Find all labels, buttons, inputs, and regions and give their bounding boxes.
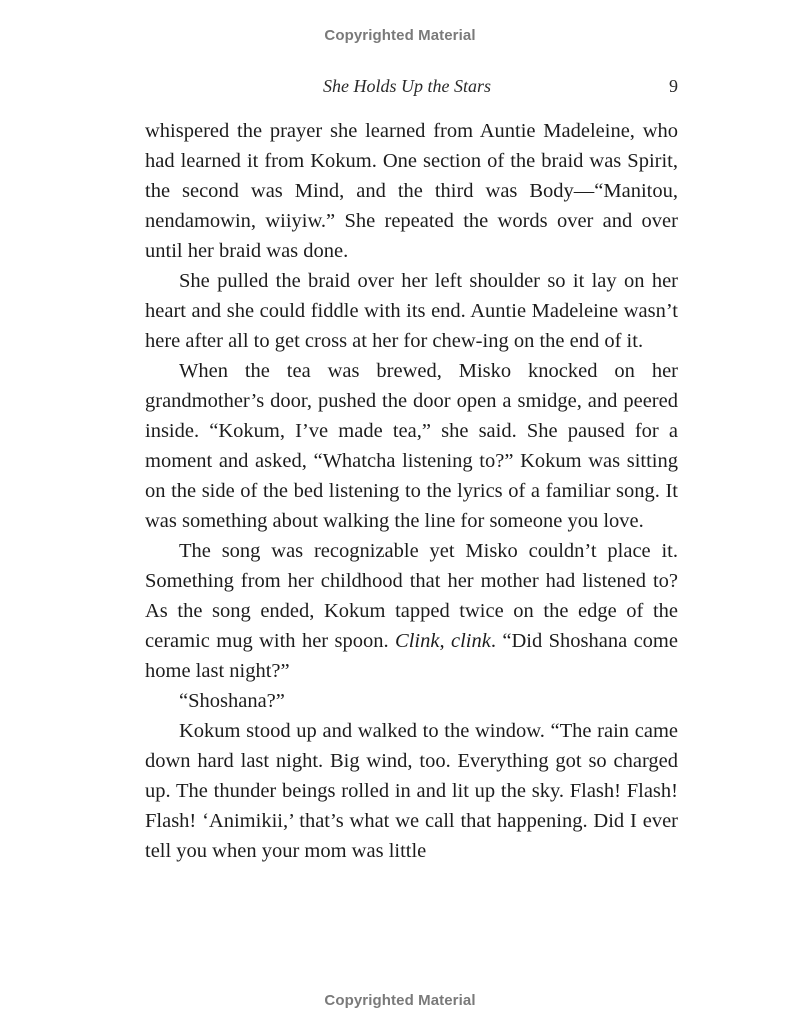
paragraph-4 — [145, 536, 678, 686]
body-text — [145, 116, 678, 866]
paragraph-4-text-a: The song was recognizable yet Misko couldn’t place it. Something from her childhood that her mother had listened to? As the song ended, Kokum tapped twice on the edge of the ceramic mug with her spoon. — [145, 540, 678, 652]
running-header — [0, 74, 800, 98]
paragraph-2: She pulled the braid over her left shoulder so it lay on her heart and she could fiddle with its end. Auntie Madeleine wasn’t here after all to get cross at her for chew-ing on the end of it. — [145, 270, 678, 352]
paragraph-6: Kokum stood up and walked to the window. “The rain came down hard last night. Big wind, too. Everything got so charged up. The thunder beings rolled in and lit up the sky. Flash! Flash! Flash! ‘Animikii,’ that’s what we call that happening. Did I ever tell you when your mom was little — [145, 720, 678, 862]
paragraph-3: When the tea was brewed, Misko knocked on her grandmother’s door, pushed the door open a smidge, and peered inside. “Kokum, I’ve made tea,” she said. She paused for a moment and asked, “Whatcha listening to?” Kokum was sitting on the side of the bed listening to the lyrics of a familiar song. It was something about walking the line for someone you love. — [145, 360, 678, 532]
paragraph-5: “Shoshana?” — [179, 690, 285, 712]
copyright-watermark-top: Copyrighted Material — [324, 27, 476, 44]
running-title: She Holds Up the Stars — [323, 76, 491, 96]
paragraph-4-text-b: . “Did Shoshana come home last night?” — [145, 630, 678, 682]
page-number: 9 — [669, 76, 678, 96]
paragraph-1: whispered the prayer she learned from Auntie Madeleine, who had learned it from Kokum. One section of the braid was Spirit, the second was Mind, and the third was Body—“Manitou, nendamowin, wiiyiw.” She repeated the words over and over until her braid was done. — [145, 120, 678, 262]
copyright-watermark-bottom: Copyrighted Material — [324, 992, 476, 1009]
paragraph-4-italic-sound: Clink, clink — [395, 630, 491, 652]
